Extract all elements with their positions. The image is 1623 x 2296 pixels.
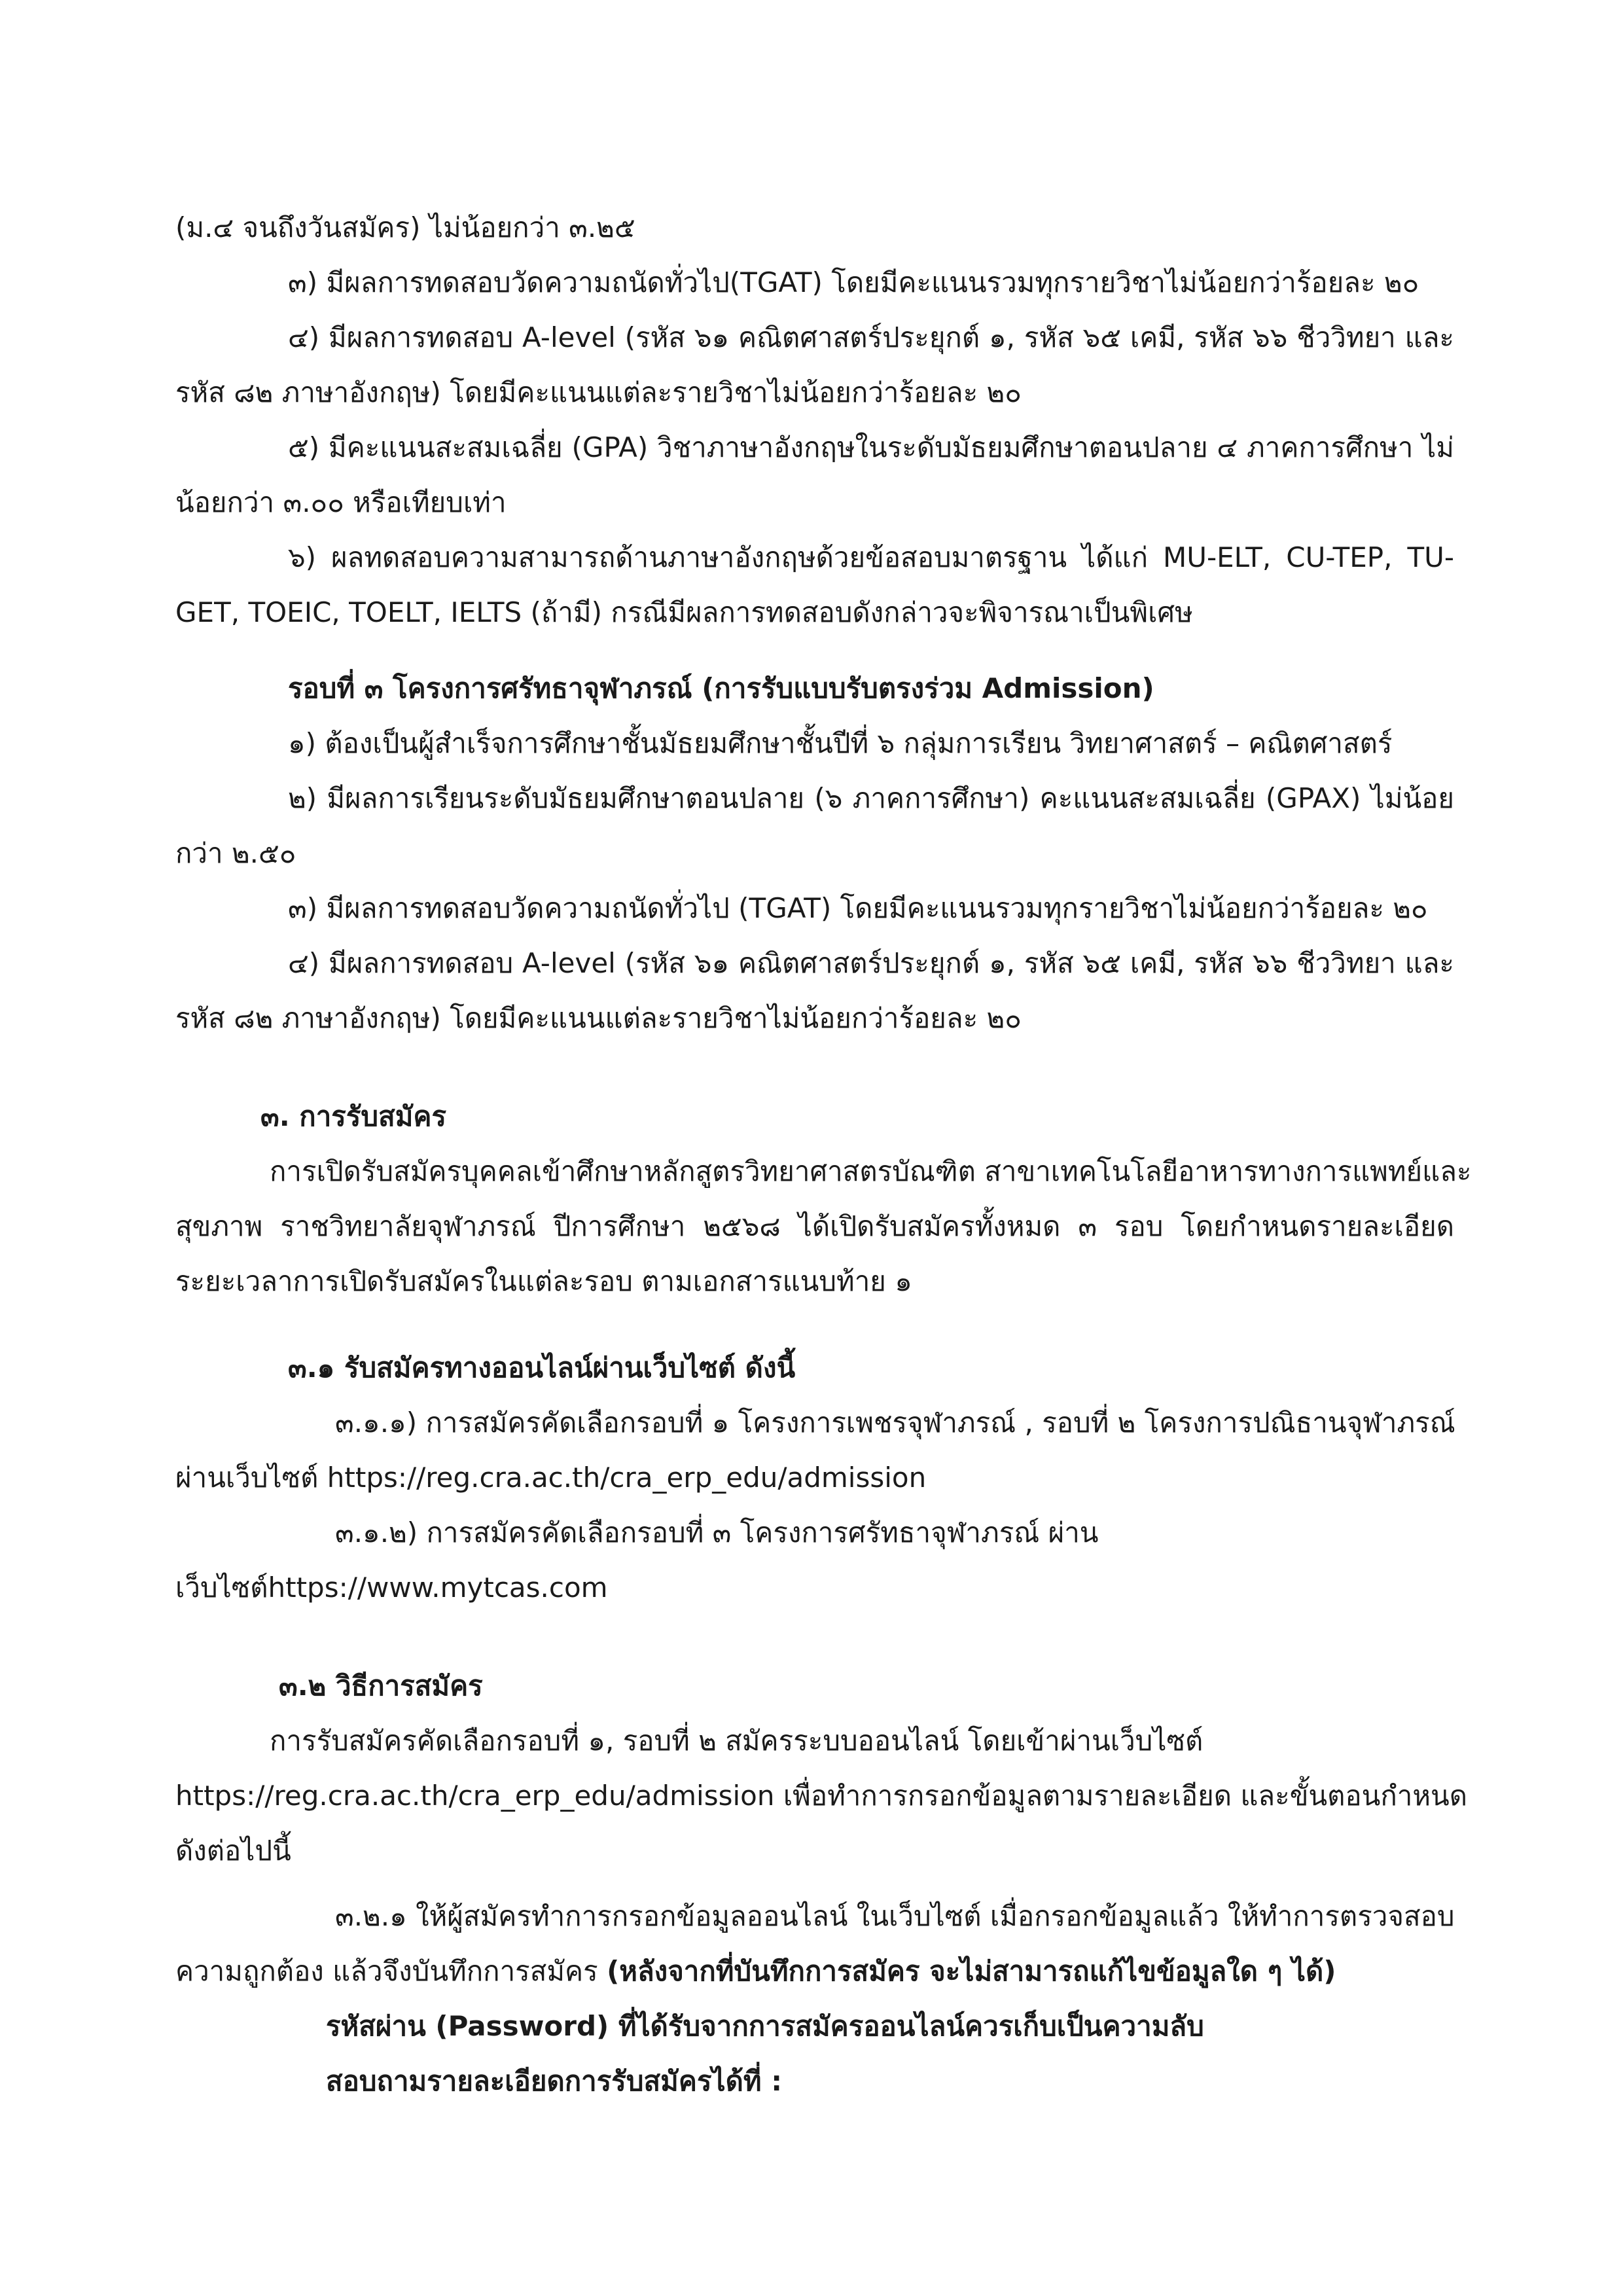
criterion-item: ๖) ผลทดสอบความสามารถด้านภาษาอังกฤษด้วยข้อสอบมาตรฐาน ได้แก่ MU-ELT, CU-TEP, TU- — [288, 541, 1454, 573]
paragraph-line: น้อยกว่า ๓.๐๐ หรือเทียบเท่า — [175, 486, 507, 518]
paragraph-line: รหัส ๘๒ ภาษาอังกฤษ) โดยมีคะแนนแต่ละรายวิชาไม่น้อยกว่าร้อยละ ๒๐ — [175, 376, 1022, 408]
warning-text: (หลังจากที่บันทึกการสมัคร จะไม่สามารถแก้ไขข้อมูลใด ๆ ได้) — [607, 1955, 1336, 1987]
criterion-item: ๕) มีคะแนนสะสมเฉลี่ย (GPA) วิชาภาษาอังกฤษในระดับมัธยมศึกษาตอนปลาย ๔ ภาคการศึกษา ไม่ — [288, 431, 1454, 463]
paragraph-text: ความถูกต้อง แล้วจึงบันทึกการสมัคร — [175, 1955, 607, 1987]
paragraph-line: ระยะเวลาการเปิดรับสมัครในแต่ละรอบ ตามเอกสารแนบท้าย ๑ — [175, 1265, 912, 1297]
paragraph-line: การเปิดรับสมัครบุคคลเข้าศึกษาหลักสูตรวิทยาศาสตรบัณฑิต สาขาเทคโนโลยีอาหารทางการแพทย์และ — [270, 1155, 1472, 1187]
paragraph-line: เว็บไซต์https://www.mytcas.com — [175, 1571, 608, 1604]
paragraph-line: ๓.๒.๑ ให้ผู้สมัครทำการกรอกข้อมูลออนไลน์ ในเว็บไซต์ เมื่อกรอกข้อมูลแล้ว ให้ทำการตรวจสอบ — [335, 1900, 1455, 1932]
paragraph-line: สุขภาพ ราชวิทยาลัยจุฬาภรณ์ ปีการศึกษา ๒๕๖๘ ได้เปิดรับสมัครทั้งหมด ๓ รอบ โดยกำหนดรายละเอียด — [175, 1210, 1454, 1242]
paragraph-line: ดังต่อไปนี้ — [175, 1835, 291, 1867]
criterion-item: ๔) มีผลการทดสอบ A-level (รหัส ๖๑ คณิตศาสตร์ประยุกต์ ๑, รหัส ๖๕ เคมี, รหัส ๖๖ ชีววิทยา และ — [288, 947, 1454, 979]
password-note: รหัสผ่าน (Password) ที่ได้รับจากการสมัครออนไลน์ควรเก็บเป็นความลับ — [326, 2010, 1204, 2042]
paragraph-line: https://reg.cra.ac.th/cra_erp_edu/admission เพื่อทำการกรอกข้อมูลตามรายละเอียด และขั้นตอนกำหนด — [175, 1780, 1468, 1812]
paragraph-line: รหัส ๘๒ ภาษาอังกฤษ) โดยมีคะแนนแต่ละรายวิชาไม่น้อยกว่าร้อยละ ๒๐ — [175, 1002, 1022, 1034]
criterion-item: ๔) มีผลการทดสอบ A-level (รหัส ๖๑ คณิตศาสตร์ประยุกต์ ๑, รหัส ๖๕ เคมี, รหัส ๖๖ ชีววิทยา และ — [288, 321, 1454, 353]
section-heading: ๓. การรับสมัคร — [260, 1100, 447, 1132]
paragraph-line: ๓.๑.๑) การสมัครคัดเลือกรอบที่ ๑ โครงการเพชรจุฬาภรณ์ , รอบที่ ๒ โครงการปณิธานจุฬาภรณ์ — [335, 1407, 1455, 1439]
criterion-item: ๑) ต้องเป็นผู้สำเร็จการศึกษาชั้นมัธยมศึกษาชั้นปีที่ ๖ กลุ่มการเรียน วิทยาศาสตร์ – คณิตศาสตร์ — [288, 727, 1393, 759]
paragraph-line: ๓.๑.๒) การสมัครคัดเลือกรอบที่ ๓ โครงการศรัทธาจุฬาภรณ์ ผ่าน — [335, 1516, 1099, 1549]
subsection-heading: ๓.๒ วิธีการสมัคร — [279, 1670, 483, 1702]
paragraph-line: การรับสมัครคัดเลือกรอบที่ ๑, รอบที่ ๒ สมัครระบบออนไลน์ โดยเข้าผ่านเว็บไซต์ — [270, 1725, 1204, 1757]
paragraph-line: GET, TOEIC, TOELT, IELTS (ถ้ามี) กรณีมีผลการทดสอบดังกล่าวจะพิจารณาเป็นพิเศษ — [175, 596, 1193, 628]
paragraph-line: กว่า ๒.๕๐ — [175, 837, 296, 869]
criterion-item: ๒) มีผลการเรียนระดับมัธยมศึกษาตอนปลาย (๖ ภาคการศึกษา) คะแนนสะสมเฉลี่ย (GPAX) ไม่น้อย — [288, 782, 1454, 814]
paragraph-line — [175, 1952, 1336, 1991]
subsection-heading: ๓.๑ รับสมัครทางออนไลน์ผ่านเว็บไซต์ ดังนี้ — [288, 1352, 796, 1384]
contact-heading: สอบถามรายละเอียดการรับสมัครได้ที่ : — [326, 2065, 782, 2097]
paragraph-line: ผ่านเว็บไซต์ https://reg.cra.ac.th/cra_erp_edu/admission — [175, 1462, 927, 1494]
paragraph-line: (ม.๔ จนถึงวันสมัคร) ไม่น้อยกว่า ๓.๒๕ — [175, 211, 635, 243]
criterion-item: ๓) มีผลการทดสอบวัดความถนัดทั่วไป (TGAT) โดยมีคะแนนรวมทุกรายวิชาไม่น้อยกว่าร้อยละ ๒๐ — [288, 892, 1428, 924]
round-heading: รอบที่ ๓ โครงการศรัทธาจุฬาภรณ์ (การรับแบบรับตรงร่วม Admission) — [288, 672, 1154, 704]
criterion-item: ๓) มีผลการทดสอบวัดความถนัดทั่วไป(TGAT) โดยมีคะแนนรวมทุกรายวิชาไม่น้อยกว่าร้อยละ ๒๐ — [288, 266, 1419, 298]
